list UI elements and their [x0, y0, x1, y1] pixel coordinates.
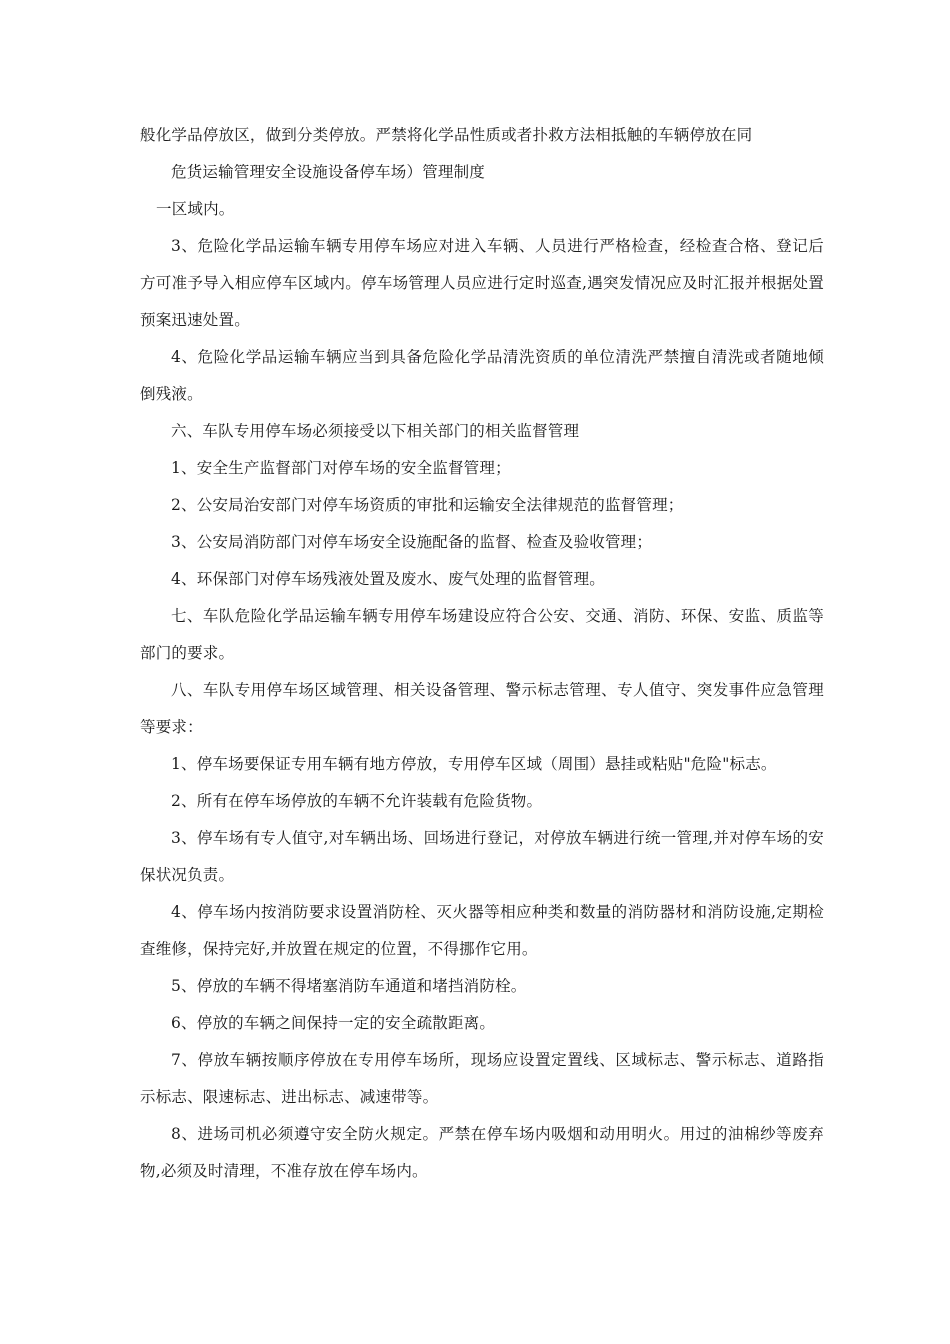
- continued-line: 般化学品停放区，做到分类停放。严禁将化学品性质或者扑救方法相抵触的车辆停放在同: [140, 126, 753, 144]
- section-heading: 七、车队危险化学品运输车辆专用停车场建设应符合公安、交通、消防、环保、安监、质监等部门的要求。: [140, 607, 824, 662]
- paragraph: 3、危险化学品运输车辆专用停车场应对进入车辆、人员进行严格检查，经检查合格、登记后方可准予导入相应停车区域内。停车场管理人员应进行定时巡查,遇突发情况应及时汇报并根据处置预案迅速处置。: [140, 237, 824, 329]
- document-body: [140, 117, 824, 1190]
- list-item: 2、所有在停车场停放的车辆不允许装载有危险货物。: [171, 792, 543, 810]
- list-item: 6、停放的车辆之间保持一定的安全疏散距离。: [171, 1014, 496, 1032]
- section-heading: 六、车队专用停车场必须接受以下相关部门的相关监督管理: [171, 422, 580, 440]
- list-item: 2、公安局治安部门对停车场资质的审批和运输安全法律规范的监督管理；: [171, 496, 684, 514]
- list-item: 1、安全生产监督部门对停车场的安全监督管理；: [171, 459, 511, 477]
- list-item: 3、停车场有专人值守,对车辆出场、回场进行登记，对停放车辆进行统一管理,并对停车场的安保状况负责。: [140, 829, 824, 884]
- list-item: 1、停车场要保证专用车辆有地方停放，专用停车区域（周围）悬挂或粘贴"危险"标志。: [171, 755, 777, 773]
- list-item: 3、公安局消防部门对停车场安全设施配备的监督、检查及验收管理；: [171, 533, 653, 551]
- running-header: 危货运输管理安全设施设备停车场）管理制度: [171, 163, 486, 181]
- list-item: 4、环保部门对停车场残液处置及废水、废气处理的监督管理。: [171, 570, 605, 588]
- list-item: 5、停放的车辆不得堵塞消防车通道和堵挡消防栓。: [171, 977, 527, 995]
- list-item: 8、进场司机必须遵守安全防火规定。严禁在停车场内吸烟和动用明火。用过的油棉纱等废弃物,必须及时清理，不准存放在停车场内。: [140, 1125, 824, 1180]
- paragraph: 4、危险化学品运输车辆应当到具备危险化学品清洗资质的单位清洗严禁擅自清洗或者随地倾倒残液。: [140, 348, 824, 403]
- section-heading: 八、车队专用停车场区域管理、相关设备管理、警示标志管理、专人值守、突发事件应急管理等要求：: [140, 681, 824, 736]
- list-item: 4、停车场内按消防要求设置消防栓、灭火器等相应种类和数量的消防器材和消防设施,定期检查维修，保持完好,并放置在规定的位置，不得挪作它用。: [140, 903, 824, 958]
- list-item: 7、停放车辆按顺序停放在专用停车场所，现场应设置定置线、区域标志、警示标志、道路指示标志、限速标志、进出标志、减速带等。: [140, 1051, 824, 1106]
- continued-line-end: 一区域内。: [156, 200, 235, 218]
